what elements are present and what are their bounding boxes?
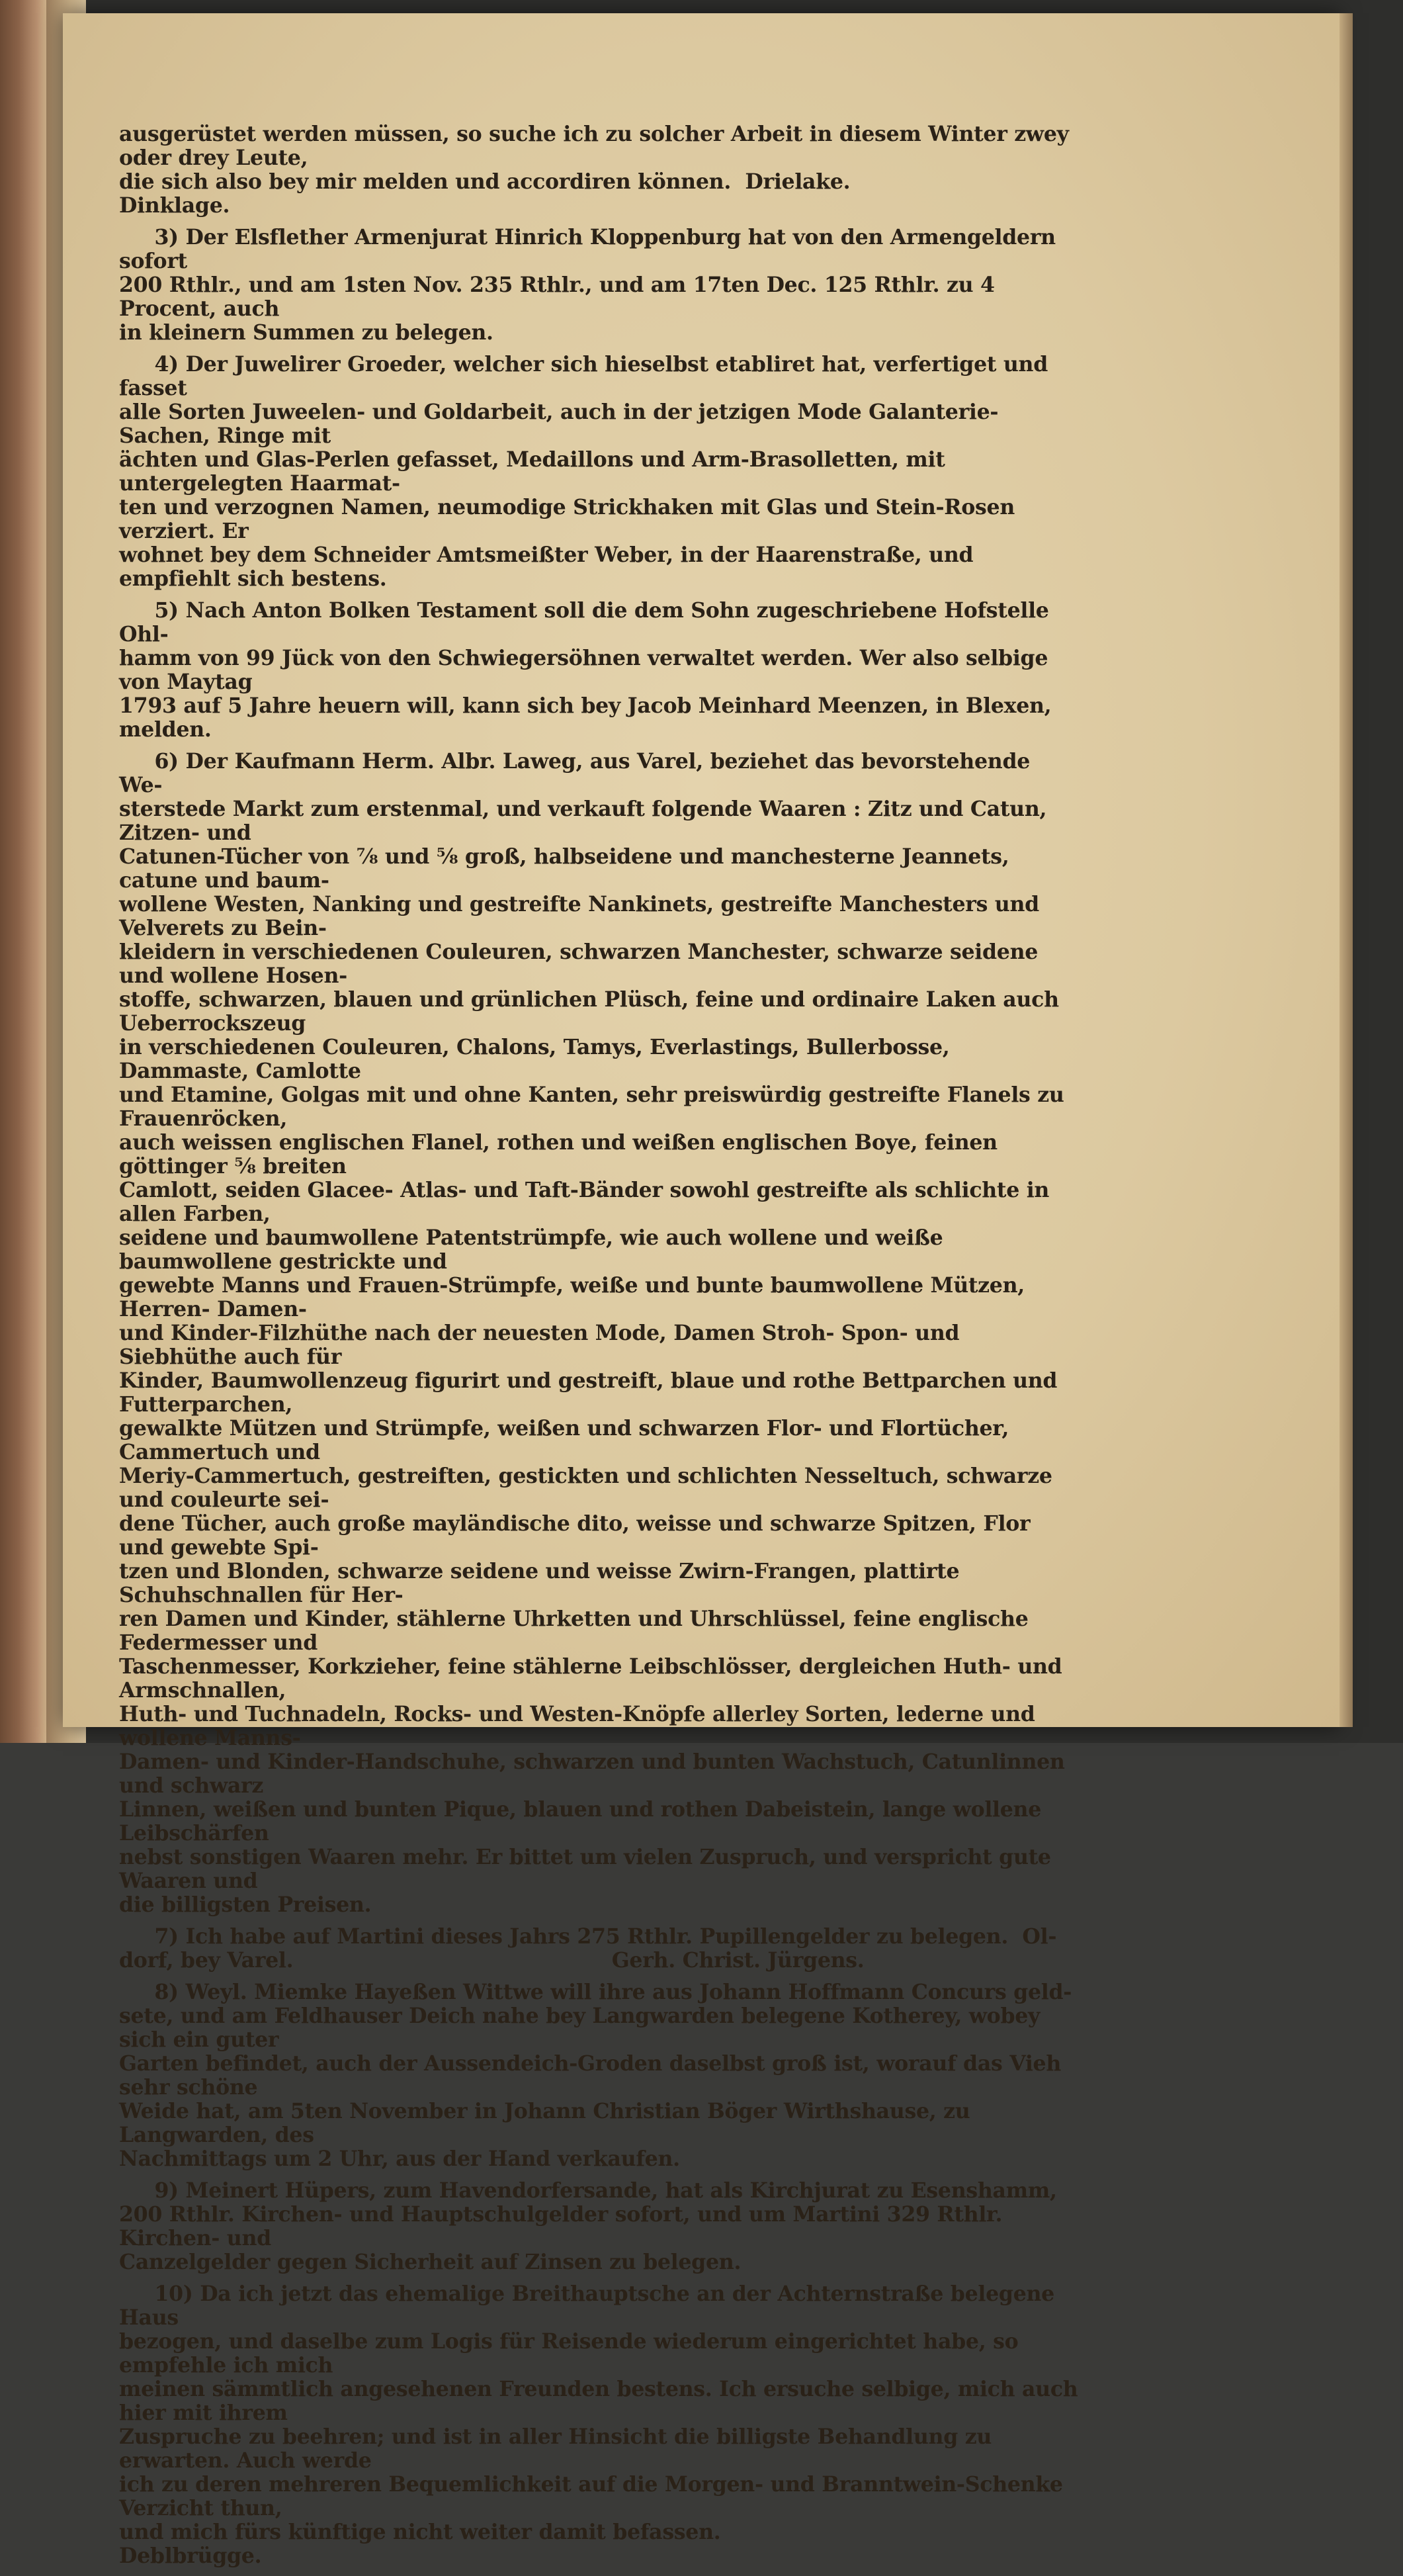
- paragraph-7: 7) Ich habe auf Martini dieses Jahrs 275 Rthlr. Pupillengelder zu belegen. Ol- dorf, bey Varel. Gerh. Christ. Jürgens.: [119, 1924, 1057, 1973]
- page-text: [119, 122, 1078, 2576]
- paragraph-4: 4) Der Juwelirer Groeder, welcher sich hieselbst etabliret hat, verfertiget und fasset alle Sorten Juweelen- und Goldarbeit, auch in der jetzigen Mode Galanterie-Sachen, Ringe mit ächten und Glas-Perlen gefasset, Medaillons und Arm-Brasolletten, mit untergelegten Haarmat- ten und verzognen Namen, neumodige Strickhaken mit Glas und Stein-Rosen verziert. Er wohnet bey dem Schneider Amtsmeißter Weber, in der Haarenstraße, und empfiehlt sich bestens.: [119, 352, 1048, 591]
- left-page-edge: [0, 0, 46, 1743]
- paragraph-3: 3) Der Elsflether Armenjurat Hinrich Kloppenburg hat von den Armengeldern sofort 200 Rthlr., und am 1sten Nov. 235 Rthlr., und am 17ten Dec. 125 Rthlr. zu 4 Procent, auch in kleinern Summen zu belegen.: [119, 225, 1056, 345]
- paragraph-10: 10) Da ich jetzt das ehemalige Breithauptsche an der Achternstraße belegene Haus bezogen, und daselbe zum Logis für Reisende wiederum eingerichtet habe, so empfehle ich mich meinen sämmtlich angesehenen Freunden bestens. Ich ersuche selbige, mich auch hier mit ihrem Zuspruche zu beehren; und ist in aller Hinsicht die billigste Behandlung zu erwarten. Auch werde ich zu deren mehreren Bequemlichkeit auf die Morgen- und Branntwein-Schenke Verzicht thun, und mich fürs künftige nicht weiter damit befassen. Deblbrügge.: [119, 2282, 1078, 2568]
- paragraph-8: 8) Weyl. Miemke Hayeßen Wittwe will ihre aus Johann Hoffmann Concurs geld- sete, und am Feldhauser Deich nahe bey Langwarden belegene Kotherey, wobey sich ein guter Garten befindet, auch der Aussendeich-Groden daselbst groß ist, worauf das Vieh sehr schöne Weide hat, am 5ten November in Johann Christian Böger Wirthshause, zu Langwarden, des Nachmittags um 2 Uhr, aus der Hand verkaufen.: [119, 1980, 1072, 2171]
- paragraph-9: 9) Meinert Hüpers, zum Havendorfersande, hat als Kirchjurat zu Esenshamm, 200 Rthlr. Kirchen- und Hauptschulgelder sofort, und um Martini 329 Rthlr. Kirchen- und Canzelgelder gegen Sicherheit auf Zinsen zu belegen.: [119, 2178, 1057, 2274]
- paragraph-intro: ausgerüstet werden müssen, so suche ich zu solcher Arbeit in diesem Winter zwey oder drey Leute, die sich also bey mir melden und accordiren können. Drielake. Dinklage.: [119, 122, 1069, 218]
- paragraph-6: 6) Der Kaufmann Herm. Albr. Laweg, aus Varel, beziehet das bevorstehende We- sterstede Markt zum erstenmal, und verkauft folgende Waaren : Zitz und Catun, Zitzen- und Catunen-Tücher von ⅞ und ⅝ groß, halbseidene und manchesterne Jeannets, catune und baum- wollene Westen, Nanking und gestreifte Nankinets, gestreifte Manchesters und Velverets zu Bein- kleidern in verschiedenen Couleuren, schwarzen Manchester, schwarze seidene und wollene Hosen- stoffe, schwarzen, blauen und grünlichen Plüsch, feine und ordinaire Laken auch Ueberrockszeug in verschiedenen Couleuren, Chalons, Tamys, Everlastings, Bullerbosse, Dammaste, Camlotte und Etamine, Golgas mit und ohne Kanten, sehr preiswürdig gestreifte Flanels zu Frauenröcken, auch weissen englischen Flanel, rothen und weißen englischen Boye, feinen göttinger ⅝ breiten Camlott, seiden Glacee- Atlas- und Taft-Bänder sowohl gestreifte als schlichte in allen Farben, seidene und baumwollene Patentstrümpfe, wie auch wollene und weiße baumwollene gestrickte und gewebte Manns und Frauen-Strümpfe, weiße und bunte baumwollene Mützen, Herren- Damen- und Kinder-Filzhüthe nach der neuesten Mode, Damen Stroh- Spon- und Siebhüthe auch für Kinder, Baumwollenzeug figurirt und gestreift, blaue und rothe Bettparchen und Futterparchen, gewalkte Mützen und Strümpfe, weißen und schwarzen Flor- und Flortücher, Cammertuch und Meriy-Cammertuch, gestreiften, gestickten und schlichten Nesseltuch, schwarze und couleurte sei- dene Tücher, auch große mayländische dito, weisse und schwarze Spitzen, Flor und gewebte Spi- tzen und Blonden, schwarze seidene und weisse Zwirn-Frangen, plattirte Schuhschnallen für Her- ren Damen und Kinder, stählerne Uhrketten und Uhrschlüssel, feine englische Federmesser und Taschenmesser, Korkzieher, feine stählerne Leibschlösser, dergleichen Huth- und Armschnallen, Huth- und Tuchnadeln, Rocks- und Westen-Knöpfe allerley Sorten, lederne und wollene Manns- Damen- und Kinder-Handschuhe, schwarzen und bunten Wachstuch, Catunlinnen und schwarz Linnen, weißen und bunten Pique, blauen und rothen Dabeistein, lange wollene Leibschärfen nebst sonstigen Waaren mehr. Er bittet um vielen Zuspruch, und verspricht gute Waaren und die billigsten Preisen.: [119, 749, 1065, 1917]
- paragraph-5: 5) Nach Anton Bolken Testament soll die dem Sohn zugeschriebene Hofstelle Ohl- hamm von 99 Jück von den Schwiegersöhnen verwaltet werden. Wer also selbige von Maytag 1793 auf 5 Jahre heuern will, kann sich bey Jacob Meinhard Meenzen, in Blexen, melden.: [119, 598, 1052, 742]
- right-page-edge: [1339, 13, 1353, 1727]
